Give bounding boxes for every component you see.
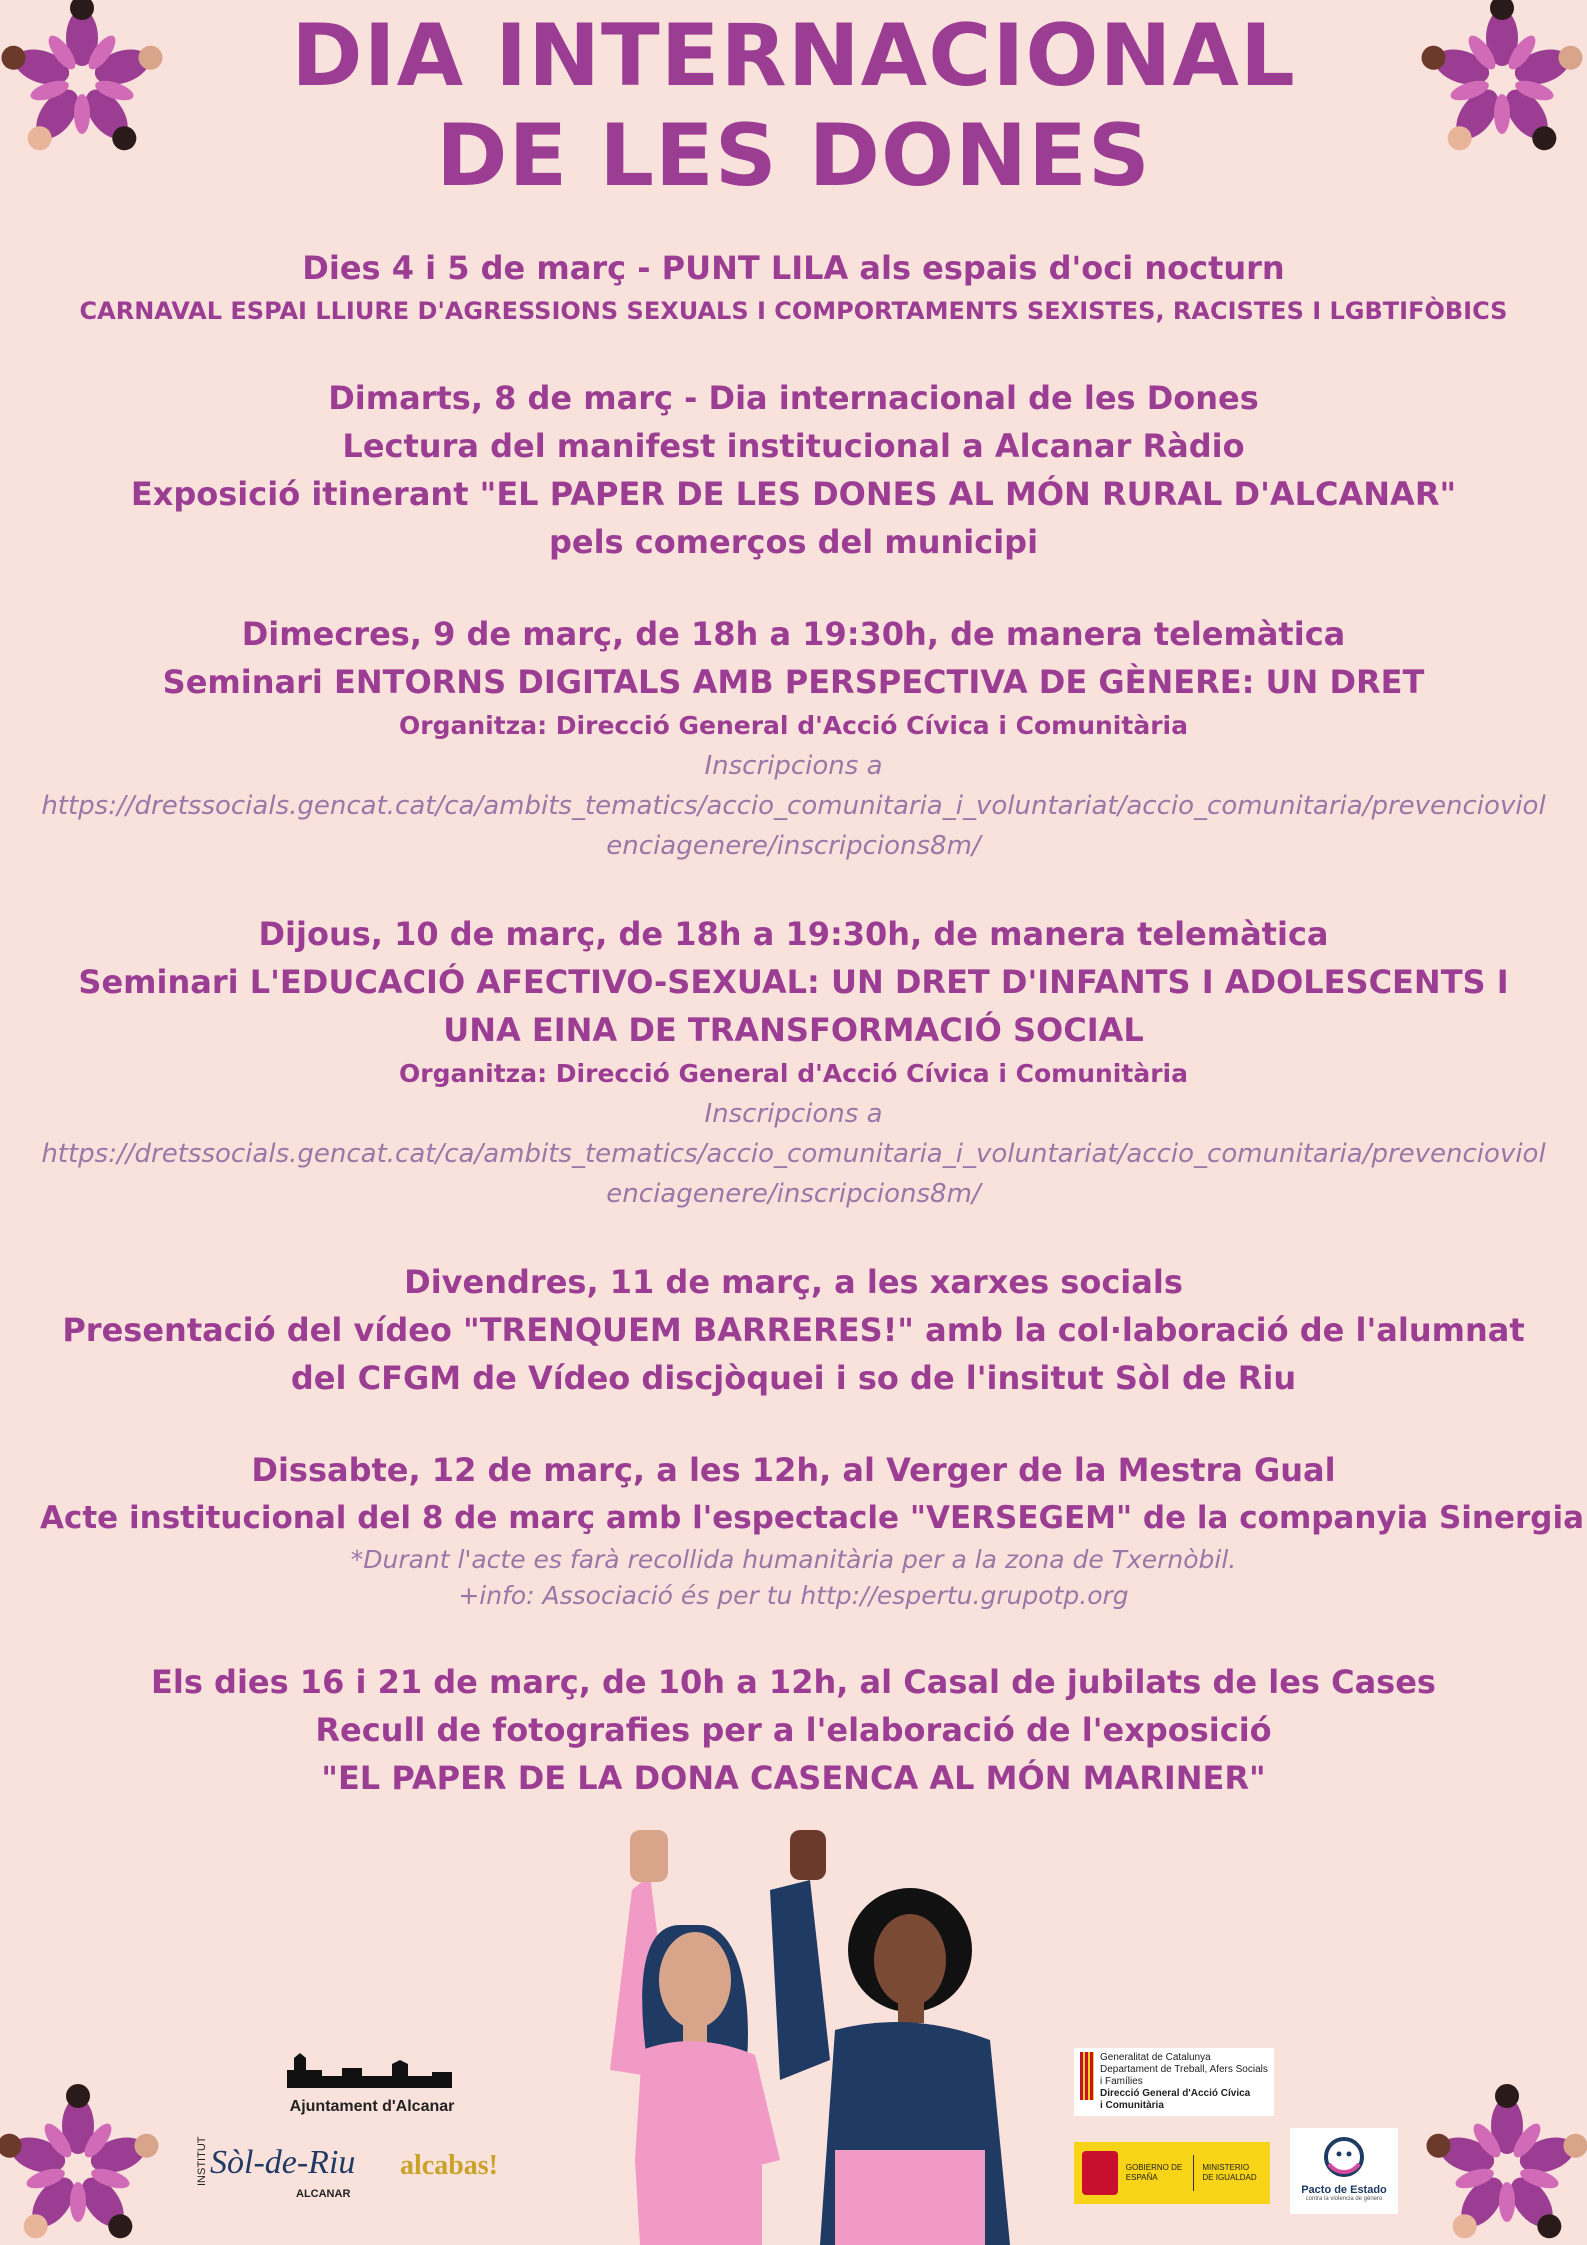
- registration-link[interactable]: https://dretssocials.gencat.cat/ca/ambits_tematics/accio_comunitaria_i_voluntariat/accio_comunitaria/prevencioviolenciagenere/inscripcions8m/: [41, 1139, 1546, 1209]
- event-detail: Recull de fotografies per a l'elaboració de l'exposició: [315, 1711, 1272, 1749]
- women-circle-decoration-icon: [0, 0, 170, 165]
- event-note: *Durant l'acte es farà recollida humanitària per a la zona de Txernòbil.: [350, 1545, 1237, 1574]
- event-detail: Lectura del manifest institucional a Alcanar Ràdio: [342, 427, 1245, 465]
- event-detail: Exposició itinerant "EL PAPER DE LES DONES AL MÓN RURAL D'ALCANAR": [130, 475, 1457, 513]
- ajuntament-logo: [282, 2050, 462, 2116]
- alcabas-logo: [400, 2150, 498, 2182]
- title-line-1: DIA INTERNACIONAL: [291, 6, 1296, 106]
- women-circle-decoration-icon: [0, 2080, 170, 2245]
- event-heading: Dijous, 10 de març, de 18h a 19:30h, de manera telemàtica: [258, 915, 1329, 953]
- ministerio-label: MINISTERIO DE IGUALDAD: [1202, 2163, 1257, 2182]
- gobierno-espana-logo: [1074, 2142, 1270, 2204]
- events-list: [40, 244, 1585, 1846]
- event-detail: Presentació del vídeo "TRENQUEM BARRERES!" amb la col·laboració de l'alumnat del CFGM de Vídeo discjòquei i so de l'insitut Sòl de Riu: [62, 1311, 1525, 1397]
- generalitat-line-2: Departament de Treball, Afers Socials: [1100, 2064, 1268, 2075]
- poster-title: [0, 6, 1587, 206]
- event-16-21-marc: [40, 1658, 1547, 1802]
- pacto-subtitle: contra la violencia de género: [1305, 2196, 1383, 2202]
- generalitat-line-3: i Famílies: [1100, 2076, 1143, 2087]
- institut-name: Sòl-de-Riu: [210, 2144, 356, 2181]
- event-heading: Dies 4 i 5 de març - PUNT LILA als espais d'oci nocturn: [302, 249, 1285, 287]
- institut-prefix: INSTITUT: [196, 2136, 208, 2186]
- event-detail: "EL PAPER DE LA DONA CASENCA AL MÓN MARINER": [321, 1759, 1266, 1797]
- event-11-marc: [40, 1258, 1547, 1402]
- registration-label: Inscripcions a: [704, 1099, 883, 1129]
- event-9-marc: [40, 610, 1547, 866]
- pacto-title: Pacto de Estado: [1301, 2184, 1387, 2196]
- institut-town: ALCANAR: [296, 2188, 351, 2200]
- event-10-marc: [40, 910, 1547, 1214]
- gobierno-label: GOBIERNO DE ESPAÑA: [1125, 2163, 1183, 2182]
- coat-of-arms-icon: [1082, 2151, 1118, 2195]
- event-detail: pels comerços del municipi: [548, 523, 1039, 561]
- generalitat-line-4: Direcció General d'Acció Cívica: [1100, 2088, 1251, 2099]
- event-8-marc: [40, 374, 1547, 566]
- event-heading: Dimarts, 8 de març - Dia internacional de les Dones: [328, 379, 1259, 417]
- event-organizer: Organitza: Direcció General d'Acció Cívica i Comunitària: [399, 1059, 1188, 1088]
- registration-label: Inscripcions a: [704, 751, 883, 781]
- generalitat-logo: [1074, 2048, 1274, 2116]
- event-detail: Seminari L'EDUCACIÓ AFECTIVO-SEXUAL: UN DRET D'INFANTS I ADOLESCENTS I UNA EINA DE TRANSFORMACIÓ SOCIAL: [78, 963, 1509, 1049]
- generalitat-line-1: Generalitat de Catalunya: [1100, 2052, 1211, 2063]
- event-heading: Dimecres, 9 de març, de 18h a 19:30h, de manera telemàtica: [241, 615, 1346, 653]
- senyera-icon: [1080, 2052, 1094, 2100]
- event-organizer: Organitza: Direcció General d'Acció Cívica i Comunitària: [399, 711, 1188, 740]
- event-detail: Seminari ENTORNS DIGITALS AMB PERSPECTIVA DE GÈNERE: UN DRET: [162, 663, 1425, 701]
- event-punt-lila: [40, 244, 1547, 330]
- event-detail: Acte institucional del 8 de març amb l'espectacle "VERSEGEM" de la companyia Sinergia: [40, 1500, 1585, 1536]
- title-line-2: DE LES DONES: [436, 106, 1151, 206]
- ajuntament-label: Ajuntament d'Alcanar: [289, 2098, 455, 2115]
- event-info-link[interactable]: +info: Associació és per tu http://espertu.grupotp.org: [458, 1581, 1129, 1610]
- women-circle-decoration-icon: [1417, 2080, 1587, 2245]
- event-heading: Divendres, 11 de març, a les xarxes socials: [404, 1263, 1183, 1301]
- raised-fists-women-illustration: [580, 1830, 1080, 2245]
- event-detail: CARNAVAL ESPAI LLIURE D'AGRESSIONS SEXUALS I COMPORTAMENTS SEXISTES, RACISTES I LGBTIFÒBICS: [79, 297, 1508, 325]
- women-circle-decoration-icon: [1417, 0, 1587, 165]
- event-heading: Els dies 16 i 21 de març, de 10h a 12h, al Casal de jubilats de les Cases: [151, 1663, 1436, 1701]
- event-heading: Dissabte, 12 de març, a les 12h, al Verger de la Mestra Gual: [251, 1451, 1336, 1489]
- institut-sol-de-riu-logo: [196, 2136, 376, 2210]
- town-skyline-icon: [282, 2050, 457, 2090]
- generalitat-line-5: i Comunitària: [1100, 2100, 1164, 2111]
- pacto-de-estado-logo: [1290, 2128, 1398, 2214]
- alcabas-label: alcabas!: [400, 2150, 498, 2181]
- registration-link[interactable]: https://dretssocials.gencat.cat/ca/ambits_tematics/accio_comunitaria_i_voluntariat/accio_comunitaria/prevencioviolenciagenere/inscripcions8m/: [41, 791, 1546, 861]
- pacto-circle-icon: [1321, 2134, 1367, 2180]
- event-12-marc: [40, 1446, 1585, 1614]
